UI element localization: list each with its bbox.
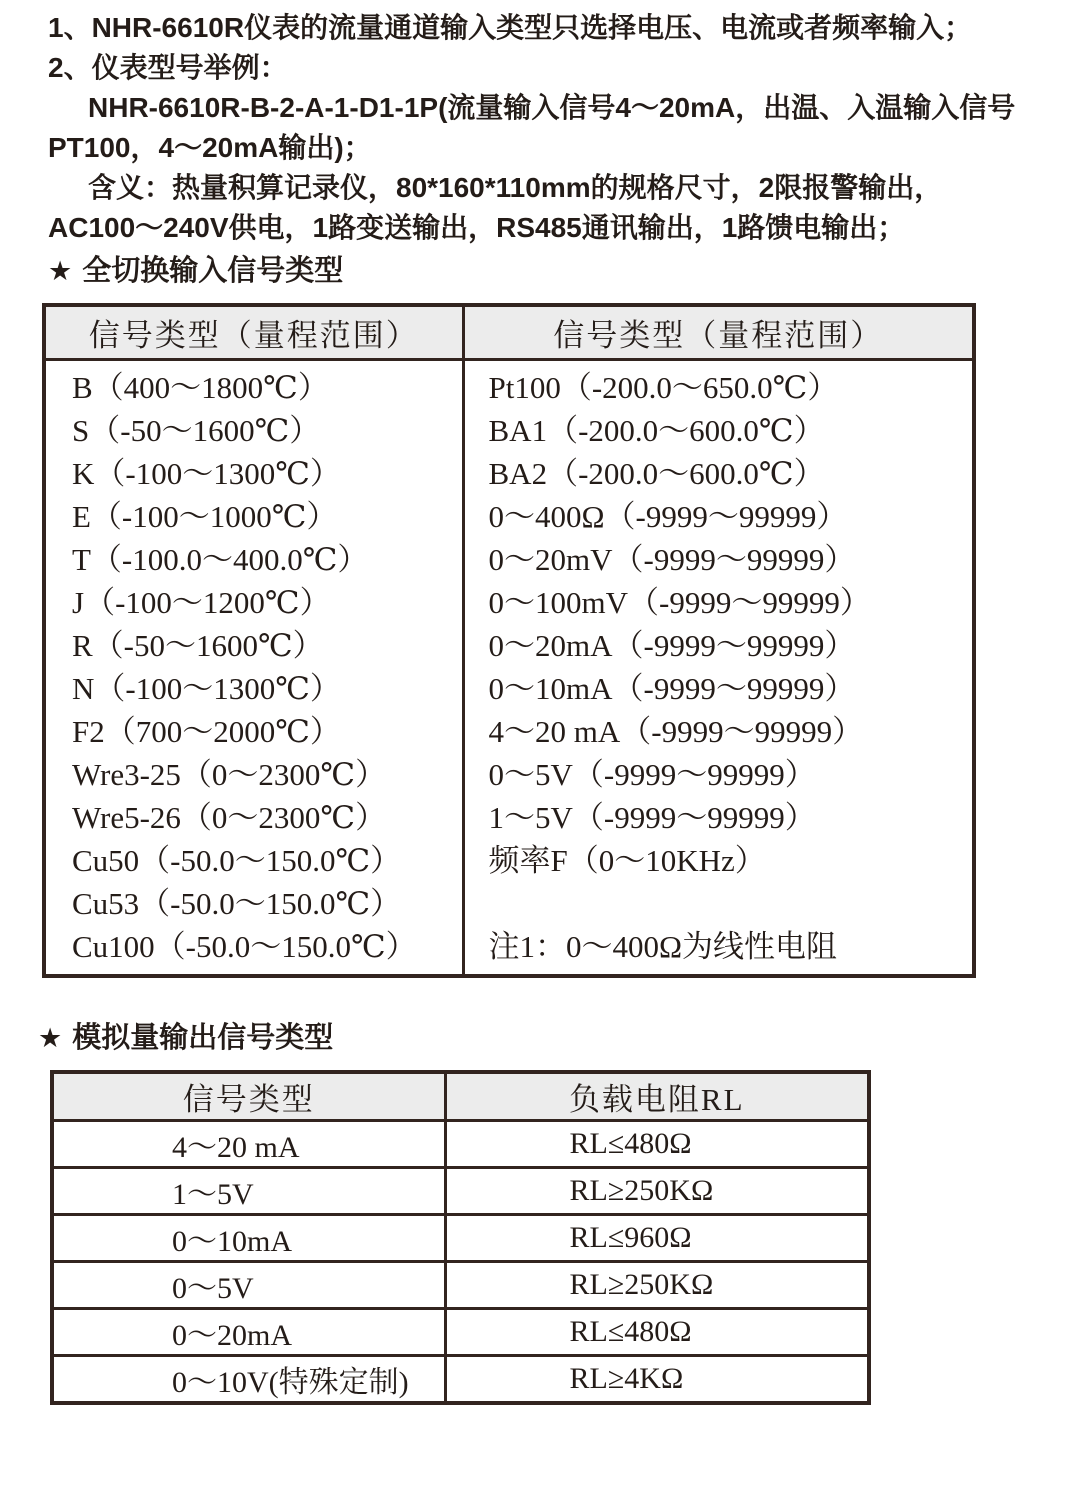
intro-text — [48, 8, 1060, 248]
signal-range-line: 4～20 mA（-9999～99999） — [488, 713, 864, 749]
signal-range-line: 0～20mV（-9999～99999） — [488, 541, 856, 577]
signal-type-cell: 1～5V — [52, 1168, 445, 1215]
intro-line: NHR-6610R-B-2-A-1-D1-1P(流量输入信号4～20mA，出温、入温输入信号 — [88, 92, 1016, 123]
input-table-left-column — [44, 359, 463, 976]
signal-range-line: Wre5-26（0～2300℃） — [72, 799, 387, 835]
intro-line: 含义：热量积算记录仪，80*160*110mm的规格尺寸，2限报警输出， — [88, 172, 943, 203]
signal-type-cell: 0～10V(特殊定制) — [52, 1356, 445, 1404]
signal-range-line: 0～100mV（-9999～99999） — [488, 584, 871, 620]
table-row — [52, 1356, 869, 1404]
signal-range-line: 0～400Ω（-9999～99999） — [488, 498, 848, 534]
section-heading-analog-outputs — [38, 1019, 333, 1057]
signal-range-line: 频率F（0～10KHz） — [488, 842, 766, 878]
table-row — [52, 1121, 869, 1168]
table-row — [52, 1309, 869, 1356]
analog-output-table — [50, 1070, 871, 1405]
signal-range-line: Wre3-25（0～2300℃） — [72, 756, 387, 792]
star-icon: ★ — [48, 256, 73, 286]
table-body-row — [44, 359, 974, 976]
table-header-cell: 信号类型 — [52, 1072, 445, 1121]
signal-range-line: R（-50～1600℃） — [72, 627, 324, 663]
signal-range-line: BA2（-200.0～600.0℃） — [488, 455, 825, 491]
section-title: 模拟量输出信号类型 — [72, 1022, 334, 1054]
load-resistance-cell: RL≤480Ω — [445, 1121, 869, 1168]
table-header-cell: 负载电阻RL — [445, 1072, 869, 1121]
signal-range-line: Cu50（-50.0～150.0℃） — [72, 842, 402, 878]
table-note-line: 注1：0～400Ω为线性电阻 — [488, 928, 838, 964]
load-resistance-cell: RL≤480Ω — [445, 1309, 869, 1356]
signal-range-line: 0～5V（-9999～99999） — [488, 756, 816, 792]
table-header-row — [52, 1072, 869, 1121]
table-header-cell: 信号类型（量程范围） — [44, 305, 463, 359]
intro-line: PT100，4～20mA输出)； — [48, 132, 372, 163]
load-resistance-cell: RL≤960Ω — [445, 1215, 869, 1262]
signal-range-line: 0～20mA（-9999～99999） — [488, 627, 856, 663]
table-row — [52, 1215, 869, 1262]
signal-range-line: 1～5V（-9999～99999） — [488, 799, 816, 835]
signal-range-line: N（-100～1300℃） — [72, 670, 341, 706]
signal-type-cell: 0～5V — [52, 1262, 445, 1309]
signal-range-line: BA1（-200.0～600.0℃） — [488, 412, 825, 448]
signal-range-line: E（-100～1000℃） — [72, 498, 338, 534]
signal-range-line: S（-50～1600℃） — [72, 412, 321, 448]
signal-type-cell: 0～20mA — [52, 1309, 445, 1356]
signal-range-line: Cu53（-50.0～150.0℃） — [72, 885, 402, 921]
signal-range-line: B（400～1800℃） — [72, 369, 329, 405]
table-header-cell: 信号类型（量程范围） — [463, 305, 974, 359]
input-signal-type-table — [42, 303, 976, 978]
intro-line: AC100～240V供电，1路变送输出，RS485通讯输出，1路馈电输出； — [48, 212, 906, 243]
signal-range-line: K（-100～1300℃） — [72, 455, 341, 491]
signal-type-cell: 4～20 mA — [52, 1121, 445, 1168]
blank-line — [465, 882, 973, 925]
signal-range-line: F2（700～2000℃） — [72, 713, 341, 749]
star-icon: ★ — [38, 1023, 63, 1053]
input-table-right-column — [463, 359, 974, 976]
table-row — [52, 1262, 869, 1309]
load-resistance-cell: RL≥250KΩ — [445, 1168, 869, 1215]
load-resistance-cell: RL≥250KΩ — [445, 1262, 869, 1309]
signal-range-line: 0～10mA（-9999～99999） — [488, 670, 856, 706]
table-row — [52, 1168, 869, 1215]
load-resistance-cell: RL≥4KΩ — [445, 1356, 869, 1404]
signal-range-line: J（-100～1200℃） — [72, 584, 331, 620]
signal-range-line: T（-100.0～400.0℃） — [72, 541, 369, 577]
signal-range-line: Cu100（-50.0～150.0℃） — [72, 928, 417, 964]
table-header-row — [44, 305, 974, 359]
section-heading-input-signals — [48, 252, 343, 290]
intro-line: 1、NHR-6610R仪表的流量通道输入类型只选择电压、电流或者频率输入； — [48, 12, 973, 43]
section-title: 全切换输入信号类型 — [82, 255, 344, 287]
signal-range-line: Pt100（-200.0～650.0℃） — [488, 369, 839, 405]
intro-line: 2、仪表型号举例： — [48, 52, 288, 83]
signal-type-cell: 0～10mA — [52, 1215, 445, 1262]
